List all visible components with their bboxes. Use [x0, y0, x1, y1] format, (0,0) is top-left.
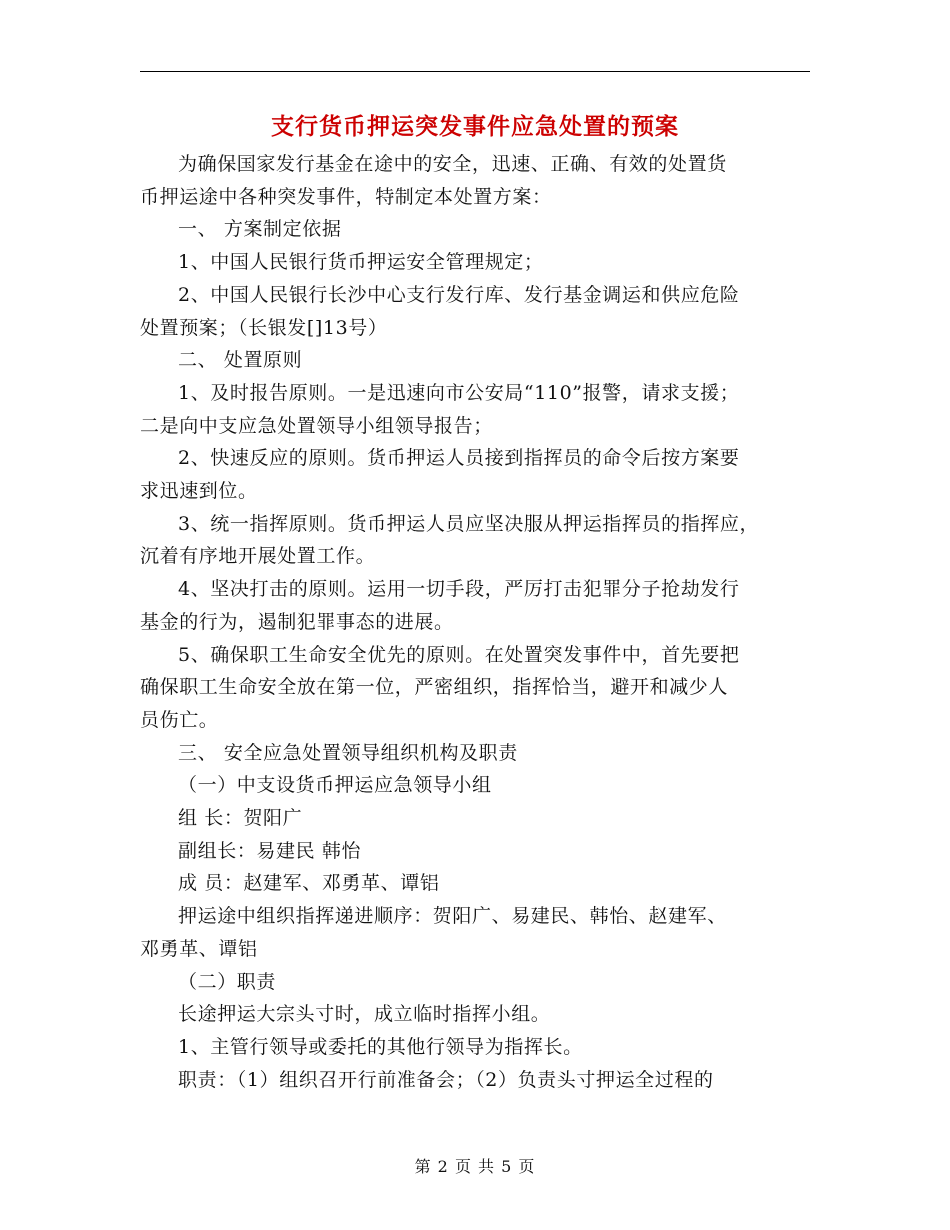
body-line: 沉着有序地开展处置工作。 [140, 545, 376, 568]
body-line: 1、主管行领导或委托的其他行领导为指挥长。 [178, 1035, 583, 1058]
body-line: （一）中支设货币押运应急领导小组 [178, 774, 492, 797]
body-line: 1、及时报告原则。一是迅速向市公安局“110”报警，请求支援； [178, 381, 740, 404]
body-line: 5、确保职工生命安全优先的原则。在处置突发事件中，首先要把 [178, 643, 740, 666]
body-line: （二）职责 [178, 970, 277, 993]
body-line: 员伤亡。 [140, 708, 219, 731]
body-line: 押运途中组织指挥递进顺序：贺阳广、易建民、韩怡、赵建军、 [178, 905, 727, 928]
body-line: 基金的行为，遏制犯罪事态的进展。 [140, 610, 454, 633]
body-line: 长途押运大宗头寸时，成立临时指挥小组。 [178, 1003, 551, 1026]
body-line: 币押运途中各种突发事件，特制定本处置方案： [140, 185, 552, 208]
body-line: 组 长：贺阳广 [178, 807, 303, 830]
document-body [140, 148, 812, 1096]
body-line: 职责：（1）组织召开行前准备会；（2）负责头寸押运全过程的 [178, 1068, 714, 1091]
body-line: 求迅速到位。 [140, 480, 258, 503]
body-line: 一、 方案制定依据 [178, 218, 342, 241]
body-line: 处置预案；（长银发[]13号） [140, 316, 388, 339]
body-line: 4、坚决打击的原则。运用一切手段，严厉打击犯罪分子抢劫发行 [178, 578, 740, 601]
body-line: 邓勇革、谭铝 [140, 937, 258, 960]
page-footer: 第 2 页 共 5 页 [414, 1157, 536, 1176]
document-title: 支行货币押运突发事件应急处置的预案 [271, 113, 679, 140]
body-line: 三、 安全应急处置领导组织机构及职责 [178, 741, 518, 764]
body-line: 副组长：易建民 韩怡 [178, 839, 362, 862]
body-line: 二是向中支应急处置领导小组领导报告； [140, 414, 493, 437]
header-rule [140, 71, 810, 72]
body-line: 确保职工生命安全放在第一位，严密组织，指挥恰当，避开和减少人 [140, 676, 729, 699]
body-line: 成 员：赵建军、邓勇革、谭铝 [178, 872, 440, 895]
body-line: 二、 处置原则 [178, 349, 303, 372]
body-line: 1、中国人民银行货币押运安全管理规定； [178, 251, 544, 274]
body-line: 为确保国家发行基金在途中的安全，迅速、正确、有效的处置货 [178, 153, 727, 175]
body-line: 3、统一指挥原则。货币押运人员应坚决服从押运指挥员的指挥应， [178, 512, 760, 535]
body-line: 2、中国人民银行长沙中心支行发行库、发行基金调运和供应危险 [178, 283, 740, 306]
body-line: 2、快速反应的原则。货币押运人员接到指挥员的命令后按方案要 [178, 447, 740, 470]
